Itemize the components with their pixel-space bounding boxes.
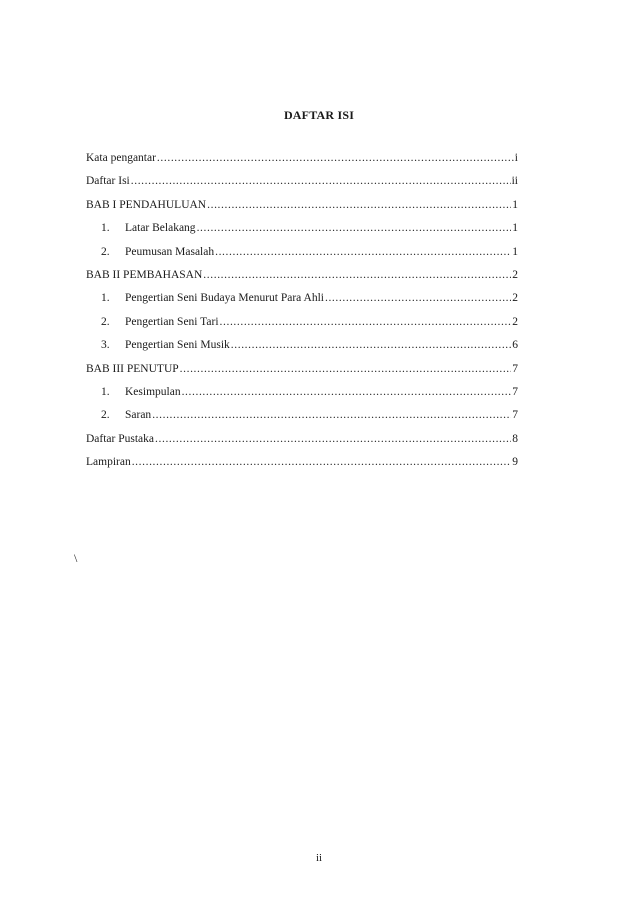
toc-entry-label: Pengertian Seni Musik [125,339,230,352]
table-of-contents [86,148,518,475]
toc-dot-leader [155,429,511,449]
toc-dot-leader [157,148,514,168]
toc-entry-label: BAB I PENDAHULUAN [86,198,207,211]
toc-entry-label: Daftar Pustaka [86,432,155,445]
toc-entry [86,359,518,382]
toc-entry-page: 8 [512,432,518,445]
toc-entry-page: 7 [512,385,518,398]
toc-entry-page: 6 [512,339,518,352]
toc-entry-page: 2 [512,292,518,305]
toc-entry-label: Saran [125,409,152,422]
toc-dot-leader [180,359,512,379]
toc-entry-label: Kata pengantar [86,152,156,164]
toc-entry-page: 1 [512,222,518,235]
toc-entry-page: 1 [512,245,518,258]
toc-entry-label: Pengertian Seni Tari [125,315,219,328]
toc-entry-label: BAB II PEMBAHASAN [86,268,203,281]
toc-entry-number: 3. [101,339,110,352]
toc-entry [86,242,518,265]
toc-entry-page: ii [511,175,518,188]
toc-entry-label: Daftar Isi [86,175,130,188]
toc-entry [86,382,518,405]
toc-dot-leader [207,195,511,215]
toc-entry [86,312,518,335]
toc-entry-page: 7 [512,362,518,375]
toc-entry-number: 1. [101,222,110,235]
toc-entry [86,265,518,288]
toc-entry-label: BAB III PENUTUP [86,362,179,375]
toc-entry [86,218,518,241]
toc-dot-leader [131,171,511,191]
stray-backslash-mark: \ [74,551,78,565]
toc-dot-leader [182,382,512,402]
toc-entry-number: 1. [101,292,110,305]
toc-entry [86,429,518,452]
toc-entry [86,288,518,311]
toc-entry-label: Kesimpulan [125,385,181,398]
toc-entry-label: Lampiran [86,456,131,469]
toc-entry [86,148,518,171]
toc-dot-leader [197,218,512,238]
toc-entry-page: 1 [512,198,518,211]
toc-entry-page: 2 [512,268,518,281]
toc-dot-leader [325,288,511,308]
toc-entry-number: 2. [101,409,110,422]
page-title: DAFTAR ISI [283,108,355,122]
toc-entry-page: 2 [512,315,518,328]
toc-entry-number: 2. [101,315,110,328]
toc-entry-label: Pengertian Seni Budaya Menurut Para Ahli [125,292,324,305]
toc-entry [86,452,518,475]
page-number: ii [315,852,323,864]
toc-dot-leader [152,405,511,425]
toc-entry [86,405,518,428]
toc-entry [86,335,518,358]
toc-entry-label: Peumusan Masalah [125,245,215,258]
toc-entry [86,171,518,194]
toc-entry-number: 2. [101,245,110,258]
toc-dot-leader [132,452,512,472]
toc-dot-leader [203,265,511,285]
toc-entry-page: i [514,152,518,164]
toc-entry-page: 9 [512,456,518,469]
toc-dot-leader [220,312,512,332]
toc-entry [86,195,518,218]
toc-entry-label: Latar Belakang [125,222,196,235]
toc-entry-page: 7 [512,409,518,422]
toc-entry-number: 1. [101,385,110,398]
toc-dot-leader [215,242,511,262]
toc-dot-leader [231,335,511,355]
